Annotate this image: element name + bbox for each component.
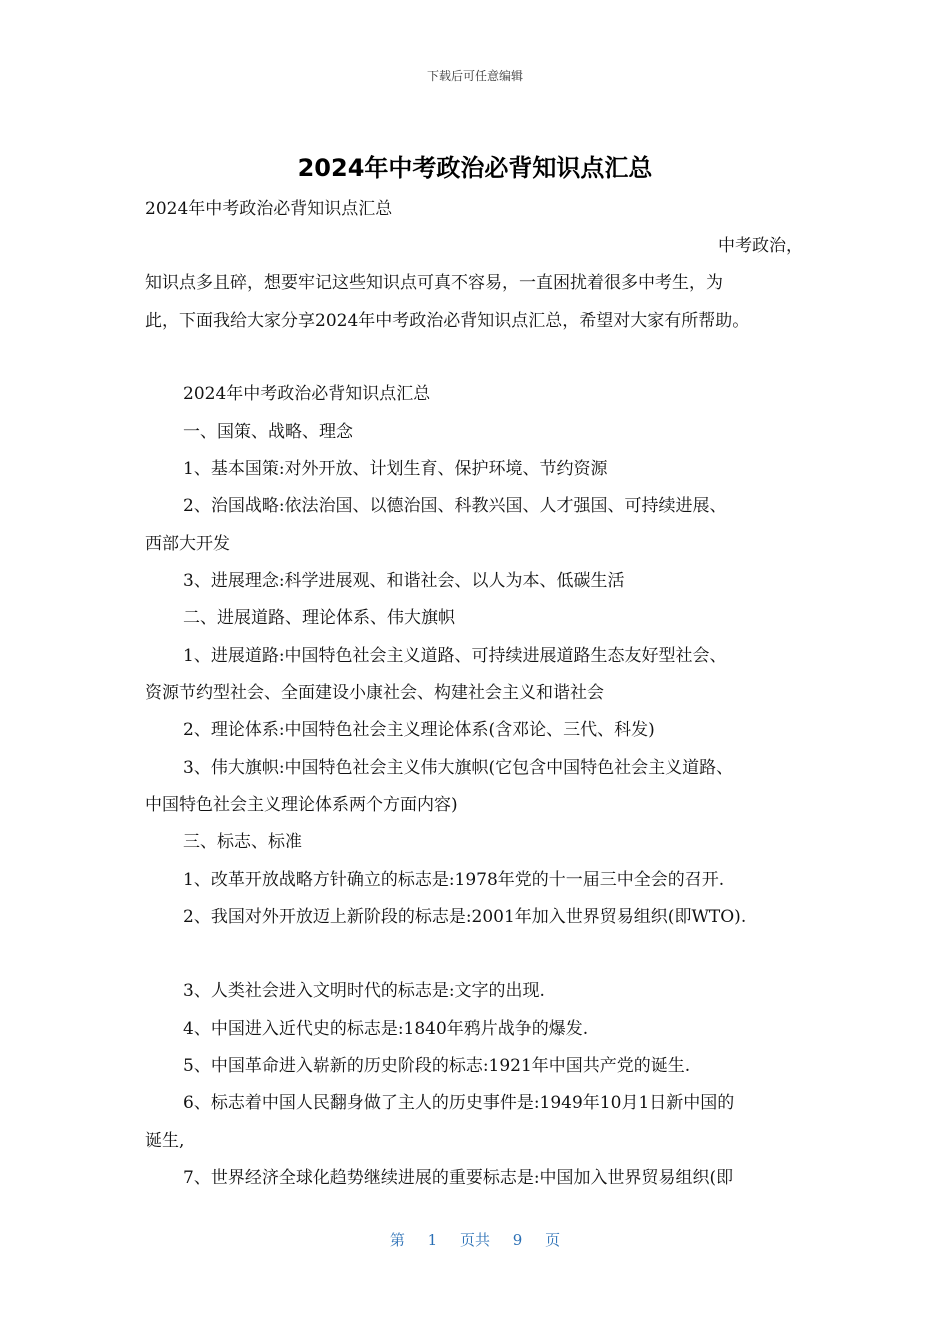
header-note: 下载后可任意编辑 — [426, 69, 523, 83]
intro-line-1: 知识点多且碎，想要牢记这些知识点可真不容易，一直困扰着很多中考生，为 — [145, 273, 723, 293]
section-2-item-3-cont: 中国特色社会主义理论体系两个方面内容) — [145, 795, 458, 815]
document-title: 2024年中考政治必背知识点汇总 — [297, 154, 653, 182]
section-3-item-6: 6、标志着中国人民翻身做了主人的历史事件是:1949年10月1日新中国的 — [183, 1093, 735, 1113]
section-heading: 2024年中考政治必背知识点汇总 — [183, 384, 431, 404]
section-3-item-3: 3、人类社会进入文明时代的标志是:文字的出现. — [183, 981, 545, 1001]
section-3-item-6-cont: 诞生, — [145, 1131, 185, 1151]
section-2-item-3: 3、伟大旗帜:中国特色社会主义伟大旗帜(它包含中国特色社会主义道路、 — [183, 758, 734, 778]
section-2-item-1: 1、进展道路:中国特色社会主义道路、可持续进展道路生态友好型社会、 — [183, 646, 727, 666]
page-label-last: 页 — [545, 1231, 561, 1249]
section-1-item-2-cont: 西部大开发 — [145, 534, 230, 554]
section-1-item-1: 1、基本国策:对外开放、计划生育、保护环境、节约资源 — [183, 459, 608, 479]
intro-line-2: 此，下面我给大家分享2024年中考政治必背知识点汇总，希望对大家有所帮助。 — [145, 311, 750, 331]
page-total-number: 9 — [512, 1231, 523, 1249]
page-current-number: 1 — [427, 1231, 438, 1249]
page-footer — [0, 1229, 950, 1250]
subtitle: 2024年中考政治必背知识点汇总 — [145, 199, 393, 219]
section-3-item-4: 4、中国进入近代史的标志是:1840年鸦片战争的爆发. — [183, 1019, 589, 1039]
section-3-title: 三、标志、标准 — [183, 832, 302, 852]
section-1-item-3: 3、进展理念:科学进展观、和谐社会、以人为本、低碳生活 — [183, 571, 625, 591]
page-label-first: 第 — [389, 1231, 405, 1249]
section-2-item-1-cont: 资源节约型社会、全面建设小康社会、构建社会主义和谐社会 — [145, 683, 604, 703]
section-3-item-5: 5、中国革命进入崭新的历史阶段的标志:1921年中国共产党的诞生. — [183, 1056, 691, 1076]
section-1-title: 一、国策、战略、理念 — [183, 422, 353, 442]
section-3-item-7: 7、世界经济全球化趋势继续进展的重要标志是:中国加入世界贸易组织(即 — [183, 1168, 734, 1188]
section-2-item-2: 2、理论体系:中国特色社会主义理论体系(含邓论、三代、科发) — [183, 720, 655, 740]
intro-right-line: 中考政治， — [718, 236, 803, 256]
section-1-item-2: 2、治国战略:依法治国、以德治国、科教兴国、人才强国、可持续进展、 — [183, 496, 727, 516]
section-3-item-1: 1、改革开放战略方针确立的标志是:1978年党的十一届三中全会的召开. — [183, 870, 725, 890]
page-label-middle: 页共 — [459, 1231, 490, 1249]
section-3-item-2: 2、我国对外开放迈上新阶段的标志是:2001年加入世界贸易组织(即WTO). — [183, 907, 747, 927]
section-2-title: 二、进展道路、理论体系、伟大旗帜 — [183, 608, 455, 628]
